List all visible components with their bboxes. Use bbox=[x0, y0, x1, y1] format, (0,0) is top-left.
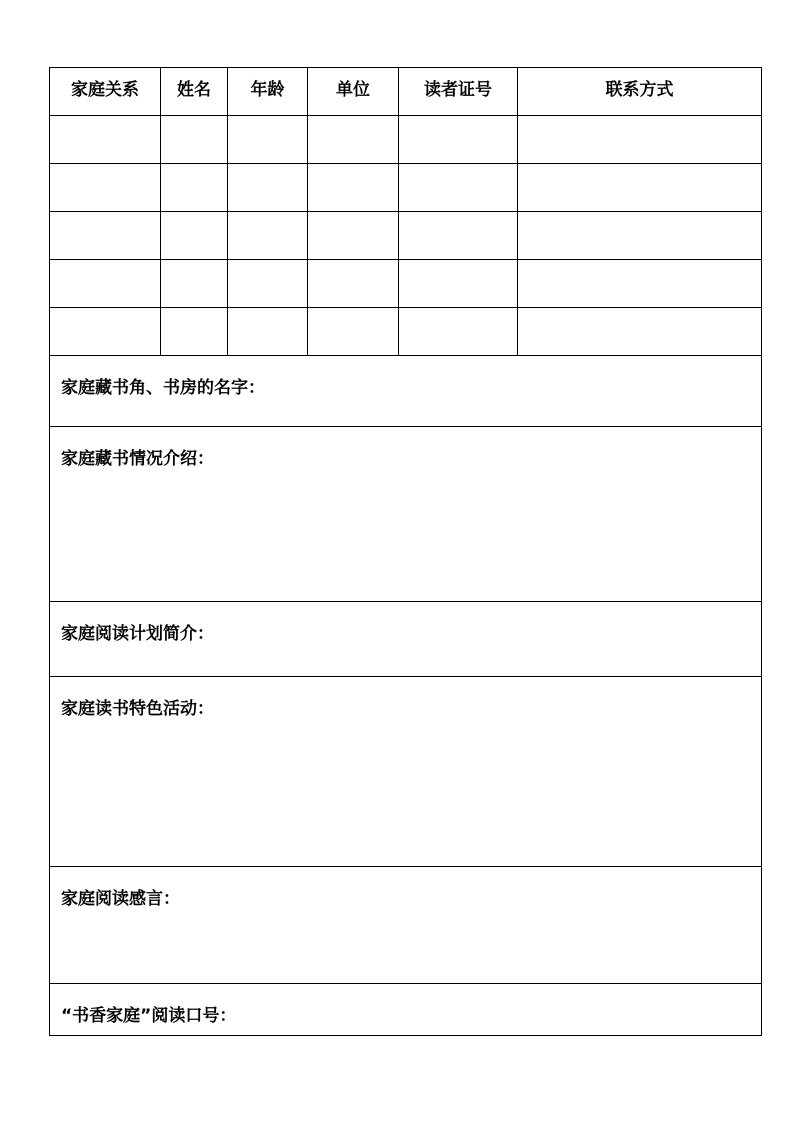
family-relation-cell[interactable] bbox=[50, 260, 161, 308]
family-reading-form bbox=[49, 67, 762, 1036]
work-unit-cell[interactable] bbox=[308, 164, 399, 212]
book-collection-intro-field[interactable]: 家庭藏书情况介绍： bbox=[50, 427, 762, 602]
contact-cell[interactable] bbox=[518, 116, 762, 164]
reading-plan-field[interactable]: 家庭阅读计划简介： bbox=[50, 602, 762, 677]
name-cell[interactable] bbox=[161, 212, 228, 260]
contact-cell[interactable] bbox=[518, 164, 762, 212]
reader-card-cell[interactable] bbox=[399, 164, 518, 212]
header-reader-card-number: 读者证号 bbox=[399, 68, 518, 116]
reading-reflections-field[interactable]: 家庭阅读感言： bbox=[50, 867, 762, 984]
header-name: 姓名 bbox=[161, 68, 228, 116]
family-relation-cell[interactable] bbox=[50, 308, 161, 356]
work-unit-cell[interactable] bbox=[308, 308, 399, 356]
reading-activities-field[interactable]: 家庭读书特色活动： bbox=[50, 677, 762, 867]
contact-cell[interactable] bbox=[518, 260, 762, 308]
family-relation-cell[interactable] bbox=[50, 116, 161, 164]
contact-cell[interactable] bbox=[518, 212, 762, 260]
header-work-unit: 单位 bbox=[308, 68, 399, 116]
age-cell[interactable] bbox=[228, 212, 308, 260]
header-family-relation: 家庭关系 bbox=[50, 68, 161, 116]
section-book-collection-intro bbox=[50, 427, 762, 602]
section-reading-slogan bbox=[50, 984, 762, 1036]
work-unit-cell[interactable] bbox=[308, 116, 399, 164]
name-cell[interactable] bbox=[161, 308, 228, 356]
header-age: 年龄 bbox=[228, 68, 308, 116]
section-reading-activities bbox=[50, 677, 762, 867]
family-relation-cell[interactable] bbox=[50, 212, 161, 260]
work-unit-cell[interactable] bbox=[308, 260, 399, 308]
age-cell[interactable] bbox=[228, 116, 308, 164]
section-reading-corner-name bbox=[50, 356, 762, 427]
reading-slogan-field[interactable]: “书香家庭”阅读口号： bbox=[50, 984, 762, 1036]
section-reading-reflections bbox=[50, 867, 762, 984]
table-row bbox=[50, 212, 762, 260]
age-cell[interactable] bbox=[228, 164, 308, 212]
reader-card-cell[interactable] bbox=[399, 308, 518, 356]
table-row bbox=[50, 260, 762, 308]
reading-corner-name-field[interactable]: 家庭藏书角、书房的名字： bbox=[50, 356, 762, 427]
reader-card-cell[interactable] bbox=[399, 116, 518, 164]
table-row bbox=[50, 308, 762, 356]
table-row bbox=[50, 164, 762, 212]
section-reading-plan bbox=[50, 602, 762, 677]
family-relation-cell[interactable] bbox=[50, 164, 161, 212]
name-cell[interactable] bbox=[161, 260, 228, 308]
table-row bbox=[50, 116, 762, 164]
age-cell[interactable] bbox=[228, 260, 308, 308]
work-unit-cell[interactable] bbox=[308, 212, 399, 260]
header-contact-info: 联系方式 bbox=[518, 68, 762, 116]
reader-card-cell[interactable] bbox=[399, 260, 518, 308]
age-cell[interactable] bbox=[228, 308, 308, 356]
reader-card-cell[interactable] bbox=[399, 212, 518, 260]
name-cell[interactable] bbox=[161, 164, 228, 212]
contact-cell[interactable] bbox=[518, 308, 762, 356]
name-cell[interactable] bbox=[161, 116, 228, 164]
header-row bbox=[50, 68, 762, 116]
